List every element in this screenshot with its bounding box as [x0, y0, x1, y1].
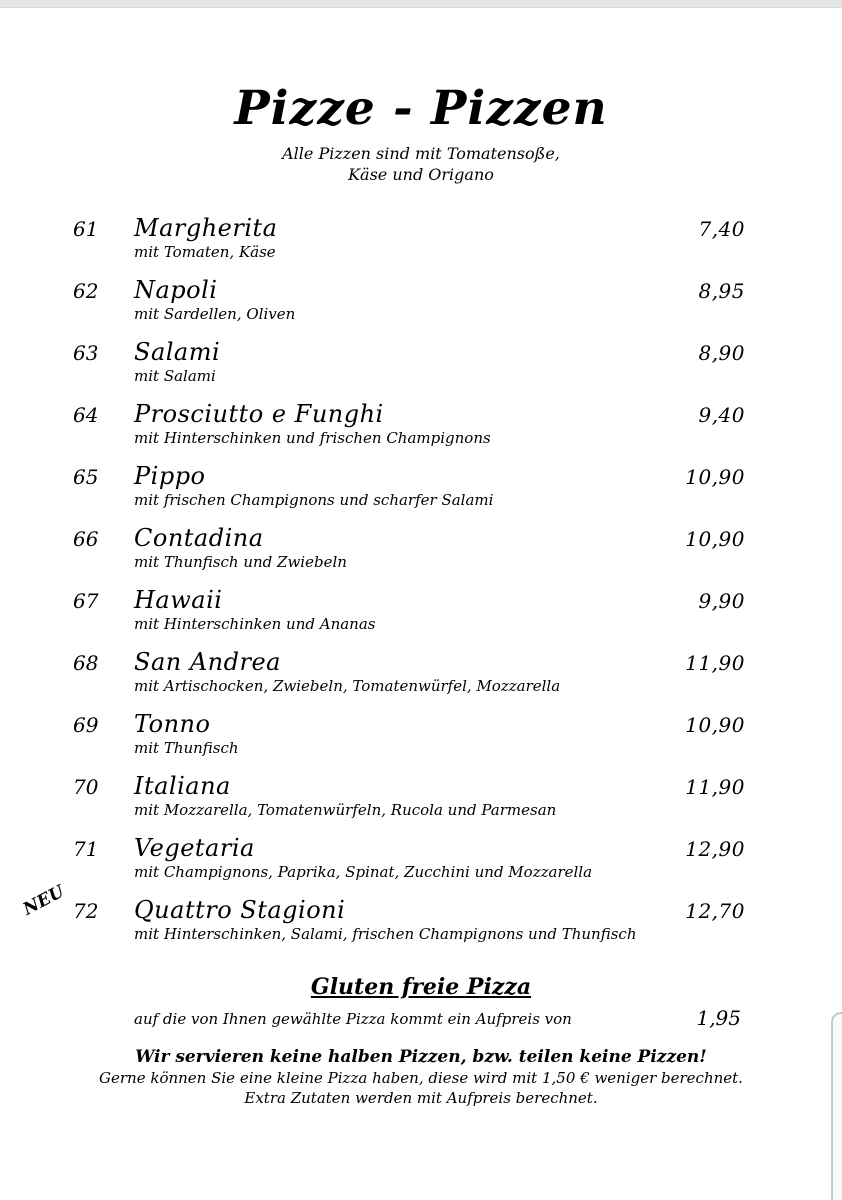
subtitle-line-1: Alle Pizzen sind mit Tomatensoße,: [282, 144, 560, 163]
item-number: 65: [73, 465, 99, 489]
item-price: 7,40: [698, 217, 745, 241]
item-price: 10,90: [685, 465, 745, 489]
item-price: 11,90: [685, 651, 745, 675]
item-price: 10,90: [685, 713, 745, 737]
item-price: 8,95: [698, 279, 745, 303]
item-price: 9,90: [698, 589, 745, 613]
item-description: mit frischen Champignons und scharfer Salami: [134, 491, 494, 509]
item-number: 67: [73, 589, 99, 613]
pizza-menu-list: [0, 213, 842, 957]
item-description: mit Tomaten, Käse: [134, 243, 276, 261]
subtitle-line-2: Käse und Origano: [348, 165, 494, 184]
item-description: mit Hinterschinken, Salami, frischen Champignons und Thunfisch: [134, 925, 637, 943]
item-name: Tonno: [134, 710, 211, 738]
menu-item-68: [0, 647, 842, 709]
menu-item-64: [0, 399, 842, 461]
item-number: 63: [73, 341, 99, 365]
menu-item-72: [0, 881, 842, 957]
menu-item-63: [0, 337, 842, 399]
item-description: mit Sardellen, Oliven: [134, 305, 296, 323]
item-name: Italiana: [134, 772, 231, 800]
menu-item-67: [0, 585, 842, 647]
item-description: mit Thunfisch: [134, 739, 239, 757]
item-price: 12,70: [685, 899, 745, 923]
item-number: 71: [73, 837, 99, 861]
item-description: mit Hinterschinken und frischen Champignons: [134, 429, 491, 447]
item-name: Salami: [134, 338, 221, 366]
item-description: mit Salami: [134, 367, 216, 385]
menu-item-70: [0, 771, 842, 833]
menu-item-71: [0, 833, 842, 895]
menu-item-61: [0, 213, 842, 275]
item-description: mit Mozzarella, Tomatenwürfeln, Rucola und Parmesan: [134, 801, 557, 819]
item-name: Contadina: [134, 524, 264, 552]
item-name: Vegetaria: [134, 834, 255, 862]
item-description: mit Artischocken, Zwiebeln, Tomatenwürfel, Mozzarella: [134, 677, 561, 695]
menu-item-66: [0, 523, 842, 585]
notes-small-pizza: Gerne können Sie eine kleine Pizza haben, diese wird mit 1,50 € weniger berechnet.: [99, 1069, 743, 1087]
notes-no-half-pizzas: Wir servieren keine halben Pizzen, bzw. teilen keine Pizzen!: [135, 1047, 707, 1067]
item-price: 12,90: [685, 837, 745, 861]
item-name: Margherita: [134, 214, 278, 242]
menu-item-69: [0, 709, 842, 771]
menu-item-65: [0, 461, 842, 523]
item-description: mit Hinterschinken und Ananas: [134, 615, 376, 633]
item-name: Napoli: [134, 276, 218, 304]
item-name: Pippo: [134, 462, 206, 490]
gluten-free-surcharge-text: auf die von Ihnen gewählte Pizza kommt ein Aufpreis von: [134, 1010, 572, 1028]
item-name: Hawaii: [134, 586, 223, 614]
scroll-edge-indicator: [831, 1012, 842, 1200]
top-edge-bar: [0, 0, 842, 7]
item-price: 11,90: [685, 775, 745, 799]
notes-extra-toppings: Extra Zutaten werden mit Aufpreis berechnet.: [244, 1089, 598, 1107]
menu-subtitle: [0, 143, 842, 185]
menu-notes: [0, 1046, 842, 1108]
item-number: 70: [73, 775, 99, 799]
item-name: Prosciutto e Funghi: [134, 400, 384, 428]
item-price: 8,90: [698, 341, 745, 365]
item-number: 61: [73, 217, 99, 241]
item-number: 62: [73, 279, 99, 303]
item-number: 66: [73, 527, 99, 551]
item-price: 10,90: [685, 527, 745, 551]
new-badge: NEU: [20, 881, 68, 920]
gluten-free-surcharge-price: 1,95: [696, 1006, 741, 1030]
top-edge-divider: [0, 7, 842, 8]
page-title: Pizze - Pizzen: [234, 81, 608, 137]
item-name: Quattro Stagioni: [134, 896, 346, 924]
item-number: 72: [73, 899, 99, 923]
item-price: 9,40: [698, 403, 745, 427]
item-description: mit Champignons, Paprika, Spinat, Zucchini und Mozzarella: [134, 863, 593, 881]
gluten-free-heading: Gluten freie Pizza: [310, 974, 532, 1000]
item-number: 69: [73, 713, 99, 737]
item-number: 64: [73, 403, 99, 427]
menu-item-62: [0, 275, 842, 337]
item-name: San Andrea: [134, 648, 281, 676]
item-description: mit Thunfisch und Zwiebeln: [134, 553, 347, 571]
item-number: 68: [73, 651, 99, 675]
